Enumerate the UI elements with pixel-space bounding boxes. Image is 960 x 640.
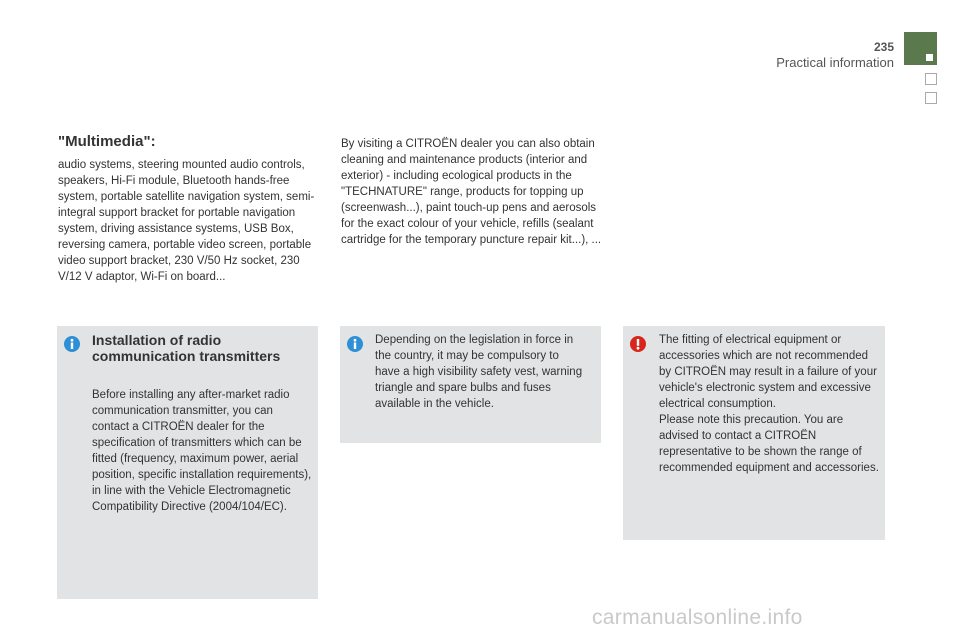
multimedia-text: audio systems, steering mounted audio controls, speakers, Hi-Fi module, Bluetooth hands-free system, portable satellite navigation system, semi-integral support bracket for portable navigation system, driving assistance systems, USB Box, reversing camera, portable video screen, portable video support bracket, 230 V/50 Hz socket, 230 V/12 V adaptor, Wi-Fi on board... <box>58 159 315 283</box>
section-title: Practical information <box>776 55 894 70</box>
warning-panel-text <box>659 332 879 476</box>
info-icon <box>64 336 80 352</box>
warning-text-paragraph: Please note this precaution. You are advised to contact a CITROËN representative to be shown the range of recommended equipment and accessories. <box>659 414 879 474</box>
chapter-tab-dot <box>926 54 933 61</box>
page-number: 235 <box>873 40 894 54</box>
warning-icon <box>630 336 646 352</box>
electrical-warning-panel <box>623 326 885 540</box>
chapter-tab-box <box>925 92 937 104</box>
info-icon <box>347 336 363 352</box>
watermark: carmanualsonline.info <box>592 606 803 629</box>
radio-transmitter-panel <box>57 326 318 599</box>
radio-panel-text: Before installing any after-market radio communication transmitter, you can contact a CITROËN dealer for the specification of transmitters which can be fitted (frequency, maximum power, aerial position, specific installation requirements), in line with the Vehicle Electromagnetic Compatibility Directive (2004/104/EC). <box>92 389 312 513</box>
chapter-tab-box <box>925 73 937 85</box>
warning-text-paragraph: The fitting of electrical equipment or accessories which are not recommended by CITROËN may result in a failure of your vehicle's electronic system and excessive electrical consumption. <box>659 334 877 410</box>
legislation-panel <box>340 326 601 443</box>
chapter-tab-marker <box>904 32 937 65</box>
multimedia-heading: "Multimedia": <box>58 133 156 150</box>
dealer-products-text: By visiting a CITROËN dealer you can also obtain cleaning and maintenance products (interior and exterior) - including ecological products in the "TECHNATURE" range, products for topping up (screenwash...), paint touch-up pens and aerosols for the exact colour of your vehicle, refills (sealant cartridge for the temporary puncture repair kit...), ... <box>341 138 602 246</box>
legislation-panel-text: Depending on the legislation in force in the country, it may be compulsory to have a high visibility safety vest, warning triangle and spare bulbs and fuses available in the vehicle. <box>375 334 583 410</box>
radio-panel-title: Installation of radio communication transmitters <box>92 332 281 364</box>
